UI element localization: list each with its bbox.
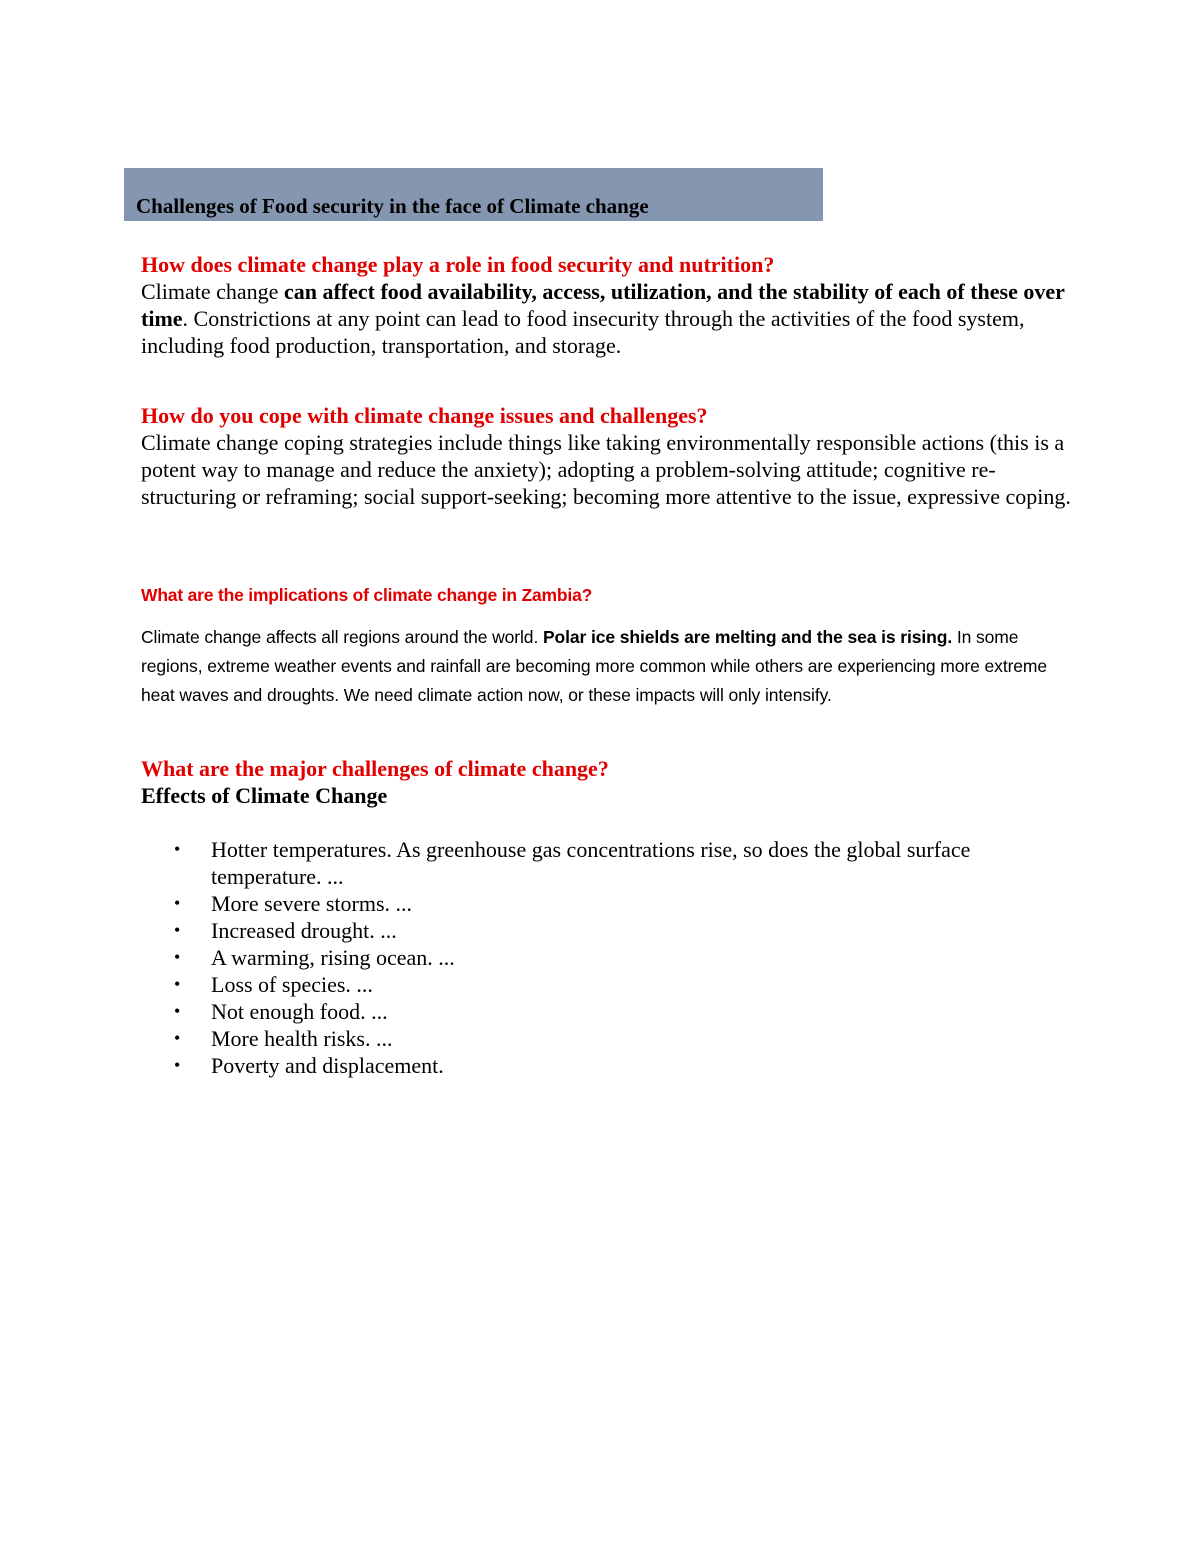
- section-zambia: [141, 583, 1071, 710]
- list-item: [141, 1025, 1071, 1052]
- section-paragraph: [141, 623, 1071, 710]
- title-banner: [124, 168, 823, 221]
- paragraph-text: Climate change: [141, 279, 284, 304]
- section-paragraph: [141, 278, 1071, 359]
- bullet-icon: •: [174, 1001, 181, 1021]
- document-title: Challenges of Food security in the face of Climate change: [136, 194, 649, 218]
- list-item-text: Increased drought. ...: [211, 918, 397, 943]
- section-heading: What are the implications of climate change in Zambia?: [141, 585, 593, 605]
- paragraph-bold-text: Polar ice shields are melting and the sea is rising.: [542, 627, 953, 647]
- bullet-icon: •: [174, 947, 181, 967]
- section-paragraph: Climate change coping strategies include things like taking environmentally responsible actions (this is a potent way to manage and reduce the anxiety); adopting a problem-solving attitude; cognitive re-structuring or reframing; social support-seeking; becoming more attentive to the issue, expressive coping.: [141, 430, 1071, 509]
- section-heading: How do you cope with climate change issues and challenges?: [141, 403, 708, 428]
- list-item-text: Hotter temperatures. As greenhouse gas concentrations rise, so does the global surface temperature. ...: [211, 837, 971, 889]
- bullet-icon: •: [174, 920, 181, 940]
- section-heading: What are the major challenges of climate change?: [141, 756, 609, 781]
- list-item-text: More health risks. ...: [211, 1026, 393, 1051]
- list-item: [141, 971, 1071, 998]
- paragraph-text: Climate change affects all regions around the world.: [141, 627, 543, 647]
- list-item-text: More severe storms. ...: [211, 891, 413, 916]
- bullet-icon: •: [174, 974, 181, 994]
- bullet-icon: •: [174, 893, 181, 913]
- list-item: [141, 1052, 1071, 1079]
- paragraph-bold-text: can affect food availability, access, utilization, and the stability of each of these over time: [141, 279, 1065, 331]
- section-food-security: [141, 251, 1071, 359]
- section-coping: [141, 402, 1071, 510]
- list-item: [141, 998, 1071, 1025]
- effects-subheading: Effects of Climate Change: [141, 783, 388, 808]
- list-item-text: Loss of species. ...: [211, 972, 373, 997]
- paragraph-text: . Constrictions at any point can lead to food insecurity through the activities of the food system, including food production, transportation, and storage.: [141, 306, 1025, 358]
- list-item-text: A warming, rising ocean. ...: [211, 945, 455, 970]
- list-item: [141, 890, 1071, 917]
- list-item-text: Not enough food. ...: [211, 999, 388, 1024]
- section-heading: How does climate change play a role in food security and nutrition?: [141, 252, 775, 277]
- section-challenges: [141, 755, 1071, 809]
- list-item: [141, 836, 1071, 890]
- effects-list: [141, 836, 1071, 1079]
- bullet-icon: •: [174, 1028, 181, 1048]
- list-item: [141, 917, 1071, 944]
- paragraph-text: In some regions, extreme weather events and rainfall are becoming more common while others are experiencing more extreme heat waves and droughts. We need climate action now, or these impacts will only intensify.: [141, 627, 1048, 705]
- list-item: [141, 944, 1071, 971]
- bullet-icon: •: [174, 839, 181, 859]
- list-item-text: Poverty and displacement.: [211, 1053, 444, 1078]
- bullet-icon: •: [174, 1055, 181, 1075]
